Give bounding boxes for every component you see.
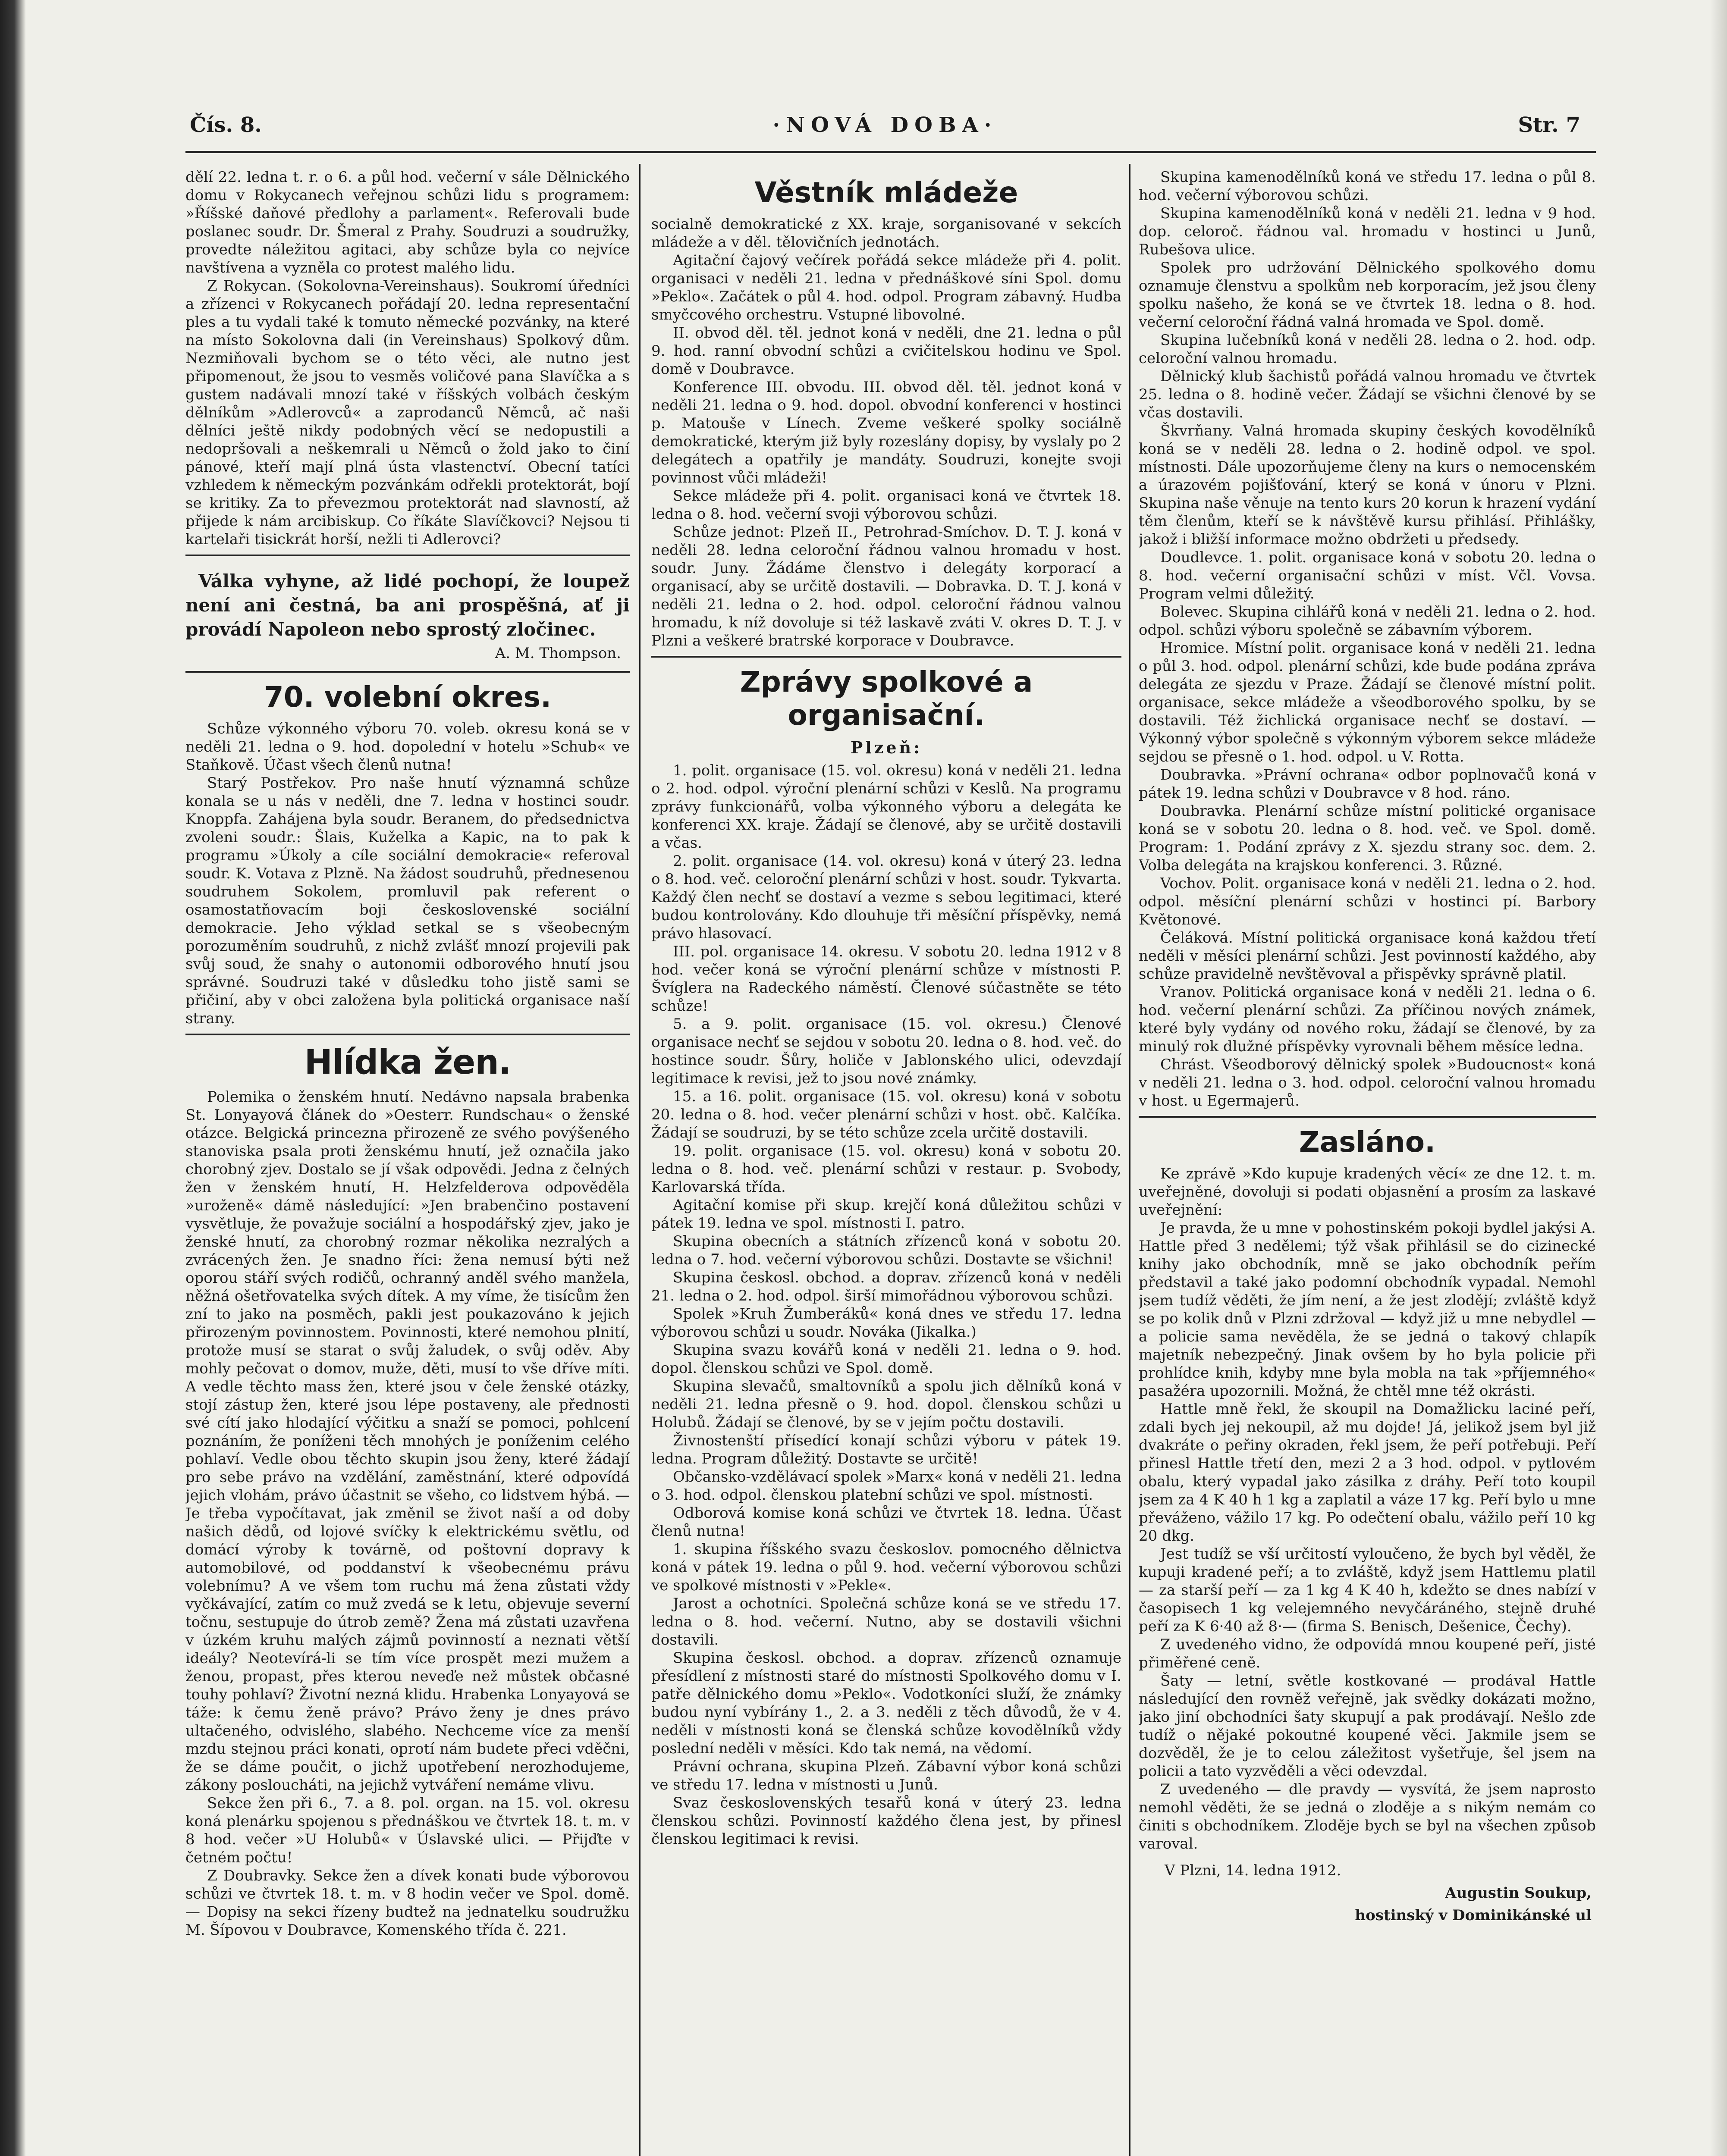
article-paragraph: 19. polit. organisace (15. vol. okresu) koná v sobotu 20. ledna o 8. hod. več. plenární schůzi v restaur. p. Svobody, Karlovarská třída.: [651, 1142, 1121, 1196]
article-paragraph: Skupina kamenodělníků koná ve středu 17. ledna o půl 8. hod. večerní výborovou schůzi.: [1139, 169, 1596, 204]
article-paragraph: Spolek »Kruh Žumberáků« koná dnes ve středu 17. ledna výborovou schůzi u soudr. Nováka (Jikalka.): [651, 1305, 1121, 1341]
article-paragraph: Svaz československých tesařů koná v úterý 23. ledna členskou schůzi. Povinností každého člena jest, by přinesl členskou legitimaci k revisi.: [651, 1794, 1121, 1848]
section-title-zaslano: Zasláno.: [1299, 1125, 1436, 1159]
article-paragraph: Skupina lučebníků koná v neděli 28. ledna o 2. hod. odp. celoroční valnou hromadu.: [1139, 332, 1596, 367]
quote-author: A. M. Thompson.: [495, 645, 621, 662]
column-3: [1139, 168, 1596, 2156]
article-paragraph: Chrást. Všeodborový dělnický spolek »Budoucnost« koná v neděli 21. ledna o 3. hod. odpol. celoroční valnou hromadu v host. u Egermajerů.: [1139, 1056, 1596, 1109]
article-paragraph: Schůze výkonného výboru 70. voleb. okresu koná se v neděli 21. ledna o 9. hod. dopolední v hotelu »Schub« ve Staňkově. Účast všech členů nutna!: [185, 720, 630, 774]
article-paragraph: Agitační komise při skup. krejčí koná důležitou schůzi v pátek 19. ledna ve spol. místnosti I. patro.: [651, 1197, 1121, 1232]
article-paragraph: Doubravka. »Právní ochrana« odbor poplnovačů koná v pátek 19. ledna schůzi v Doubravce v 8 hod. ráno.: [1139, 766, 1596, 802]
article-paragraph: III. pol. organisace 14. okresu. V sobotu 20. ledna 1912 v 8 hod. večer koná se výroční plenární schůze v místnosti P. Švíglera na Radeckého náměstí. Členové súčastněte se této schůze!: [651, 943, 1121, 1015]
column-divider-2: [1129, 164, 1130, 2156]
article-paragraph: Skupina českosl. obchod. a doprav. zřízenců oznamuje přesídlení z místnosti staré do místnosti Spolkového domu v I. patře dělnického domu »Peklo«. Vodotkoníci služí, že známky budou nyní vybírány 1., 2. a 3. neděli z těch důvodů, že v 4. neděli v místnosti koná se členská schůze kovodělníků vždy poslední neděli v měsíci. Kdo tak nemá, na vědomí.: [651, 1649, 1121, 1757]
article-paragraph: socialně demokratické z XX. kraje, sorganisované v sekcích mládeže a v děl. tělovičních jednotách.: [651, 216, 1121, 251]
article-paragraph: Z Rokycan. (Sokolovna-Vereinshaus). Soukromí úředníci a zřízenci v Rokycanech pořádají 20. ledna representační ples a tu vydali také k tomuto německé pozvánky, na které na místo Sokolovna dali (in Vereinshaus) Spolkový dům. Nezmiňovali bychom se o této věci, ale nutno jest připomenout, že jsou to vesměs voličové pana Slavíčka a s gustem nadávali mnozí také v říšských volbách českým dělníkům »Adlerovců« a zaprodanců Němců, ač naši dělníci ještě nikdy podobných věcí se nedopustili a nedopršovali a neškemrali u Němců o žold jako to činí pánové, kteří mají plná ústa vlastenctví. Obecní tatíci vzhledem k německým pozvánkám odřekli protektorát, bojí se kritiky. Za to převezmou protektorát nad slavností, až přijede k nám arcibiskup. Co říkáte Slavíčkovci? Nejsou ti kartelaři tisickrát horší, nežli ti Adlerovci?: [185, 277, 630, 548]
section-title-zpravy: Zprávy spolkové a organisační.: [740, 665, 1033, 732]
divider: [1139, 1116, 1596, 1118]
quote: Válka vyhyne, až lidé pochopí, že loupež není ani čestná, ba ani prospěšná, ať ji provádí Napoleon nebo sprostý zločinec.: [185, 570, 630, 640]
article-paragraph: II. obvod děl. těl. jednot koná v neděli, dne 21. ledna o půl 9. hod. ranní obvodní schůzi a cvičitelskou hodinu ve Spol. domě v Doubravce.: [651, 324, 1121, 378]
article-paragraph: Je pravda, že u mne v pohostinském pokoji bydlel jakýsi A. Hattle před 3 nedělemi; týž však přihlásil se do cizinecké knihy jako obchodník, mně se jako obchodník peřím představil a také jako podomní obchodník vypadal. Nemohl jsem tudíž věděti, že jím není, a že jest zlodějí; zvláště když se po kolik dnů v Plzni zdržoval — když již u mne nebydlel — a policie sama nevěděla, že se jedná o takový chlapík majetník nebezpečný. Jinak ovšem by ho byla policie při prohlídce knih, kdyby mne byla mobla na tak »příjemného« pasažéra upozornili. Možná, že chtěl mne též okrásti.: [1139, 1219, 1596, 1400]
divider: [185, 1034, 630, 1035]
article-paragraph: 2. polit. organisace (14. vol. okresu) koná v úterý 23. ledna o 8. hod. več. celoroční plenární schůzi v host. soudr. Tykvarta. Každý člen nechť se dostaví a vezme s sebou legitimaci, které budou kontrolovány. Kdo dlouhuje tři měsíční příspěvky, nemá právo hlasovací.: [651, 852, 1121, 942]
page-header: [190, 113, 1580, 147]
article-paragraph: Odborová komise koná schůzi ve čtvrtek 18. ledna. Účast členů nutna!: [651, 1504, 1121, 1540]
letter-date: V Plzni, 14. ledna 1912.: [1165, 1862, 1341, 1879]
article-paragraph: Živnostenští přísedící konají schůzi výboru v pátek 19. ledna. Program důležitý. Dostavte se určitě!: [651, 1432, 1121, 1467]
article-paragraph: 1. skupina říšského svazu českoslov. pomocného dělnictva koná v pátek 19. ledna o půl 9. hod. večerní výborovou schůzi ve spolkové místnosti v »Pekle«.: [651, 1541, 1121, 1594]
signature-name: Augustin Soukup,: [1445, 1884, 1592, 1902]
article-paragraph: Hromice. Místní polit. organisace koná v neděli 21. ledna o půl 3. hod. odpol. plenární schůzi, kde bude podána zpráva delegáta ze sjezdu v Praze. Žádají se členové místní polit. organisace, sekce mládeže a všeodborového spolku, by se dostavili. Též žichlická organisace nechť se dostaví. — Výkonný výbor společně s výkonným výborem sekce mládeže sejdou se přesně o 1. hod. odpol. u V. Rotta.: [1139, 639, 1596, 765]
article-paragraph: Polemika o ženském hnutí. Nedávno napsala brabenka St. Lonyayová článek do »Oesterr. Rundschau« o ženské otázce. Belgická princezna přirozeně ze svého povýšeného stanoviska psala proti ženskému hnutí, jež označila jako chorobný zjev. Dostalo se jí však odpovědi. Jedna z čelných žen v ženském hnutí, H. Helzfelderova odpověděla »uroženě« dámě následující: »Jen brabenčino postavení vysvětluje, že považuje sociální a hospodářský zjev, jako je ženské hnutí, za chorobný rozmar několika nezralých a zvrácených žen. Je snadno říci: žena nemusí býti než oporou stáří svých rodičů, ochranný anděl svého manžela, něžná ošetřovatelka svých dítek. A my víme, že tisícům žen zní to jako na posměch, pakli jest poukazováno k jejich přirozeným povinnostem. Povinnosti, které nemohou plnití, protože musí se starat o svůj žaludek, o svůj oděv. Aby mohly pečovat o domov, muže, děti, musí to vše dříve míti. A vedle těchto mass žen, které jsou v čele ženské otázky, stojí zástup žen, které jsou lépe postaveny, ale přednosti své cítí jako hlodající výčitku a snaží se pomoci, pohlcení poznáním, že poníženi těch mnohých je poníženim celého pohlaví. Vedle obou těchto skupin jsou ženy, které žádají pro sebe právo na vzdělání, zaměstnání, které odpovídá jejich vlohám, právo účastnit se všeho, co lidstvem hýbá. — Je třeba vypočítavat, jak změnil se život naší a od doby našich dědů, od lojové svíčky k elektrickému světlu, od domácí výroby k továrně, od poštovní dopravy k automobilové, od poddanství k všeobecnému právu volebnímu? A ve všem tom ruchu má žena zůstati vždy vyčkávající, zatím co muž zvedá se k letu, objevuje severní točnu, sestupuje do útrob země? Žena má zůstati uzavřena v úzkém kruhu malých zájmů povinností a neznati větší ideály? Neotevírá-li se tím více prospět mezi mužem a ženou, propast, přes kterou neveďe než můstek občasné touhy pohlaví? Životní nezná klidu. Hrabenka Lonyayová se táže: k čemu ženě právo? Právo ženy je dnes právo ultačeného, odvislého, slabého. Nechceme více za menší mzdu stejnou práci konati, oprotí nám budete přeci vděčni, že se dáme poučit, o jichž upotřebení nerozhodujeme, zákony posloucháti, na jejichž vytváření nemáme vlivu.: [185, 1088, 630, 1794]
article-paragraph: Jest tudíž se vší určitostí vyloučeno, že bych byl věděl, že kupuji kradené peří; a to zvláště, když jsem Hattlemu platil — za starší peří — za 1 kg 4 K 40 h, kdežto se dnes nabízí v časopisech 1 kg velejemného nevyčáráného, stejně druhé peří za K 6·40 až 8·— (firma S. Benisch, Dešenice, Čechy).: [1139, 1545, 1596, 1635]
scan-edge-left: [0, 0, 26, 2156]
article-paragraph: Z uvedeného — dle pravdy — vysvítá, že jsem naprosto nemohl věděti, že se jedná o zloděje a s nikým nemám co činiti s obchodníkem. Zloděje bych se byl na všechen způsob varoval.: [1139, 1781, 1596, 1852]
article-paragraph: Škvrňany. Valná hromada skupiny českých kovodělníků koná se v neděli 28. ledna o 2. hodině odpol. ve spol. místnosti. Dále upozorňujeme členy na kurs o nemocenském a úrazovém pojišťování, který se koná v únoru v Plzni. Skupina naše věnuje na tento kurs 20 korun k hrazení vydání těm členům, kteří se k návštěvě kursu přihlásí. Přihlášky, jakož i bližší informace možno obdržeti u předsedy.: [1139, 422, 1596, 548]
signature-role: hostinský v Dominikánské ul: [1355, 1907, 1592, 1924]
article-paragraph: Skupina kamenodělníků koná v neděli 21. ledna v 9 hod. dop. celoroč. řádnou val. hromadu v hostinci u Junů, Rubešova ulice.: [1139, 205, 1596, 258]
article-paragraph: Z uvedeného vidno, že odpovídá mnou koupené peří, jisté přiměřené ceně.: [1139, 1636, 1596, 1671]
divider: [651, 656, 1121, 658]
article-paragraph: Z Doubravky. Sekce žen a dívek konati bude výborovou schůzi ve čtvrtek 18. t. m. v 8 hodin večer ve Spol. domě. — Dopisy na sekci řízeny budtež na jednatelku soudružku M. Šípovou v Doubravce, Komenského třída č. 221.: [185, 1867, 630, 1939]
article-paragraph: Agitační čajový večírek pořádá sekce mládeže při 4. polit. organisaci v neděli 21. ledna v přednáškové síni Spol. domu »Peklo«. Začátek o půl 4. hod. odpol. Program zábavný. Hudba smyčcového orchestru. Vstupné libovolné.: [651, 252, 1121, 323]
article-paragraph: Sekce mládeže při 4. polit. organisaci koná ve čtvrtek 18. ledna o 8. hod. večerní svoji výborovou schůzi.: [651, 487, 1121, 523]
article-paragraph: 1. polit. organisace (15. vol. okresu) koná v neděli 21. ledna o 2. hod. odpol. výroční plenární schůzi v Keslů. Na programu zprávy funkcionářů, volba výkonného výboru a delegáta ke konferenci XX. kraje. Žádají se členové, aby se určitě dostavili a včas.: [651, 762, 1121, 852]
article-paragraph: Občansko-vzdělávací spolek »Marx« koná v neděli 21. ledna o 3. hod. odpol. členskou platební schůzi ve spol. místnosti.: [651, 1468, 1121, 1504]
section-title-mladeze: Věstník mládeže: [754, 176, 1018, 209]
article-paragraph: dělí 22. ledna t. r. o 6. a půl hod. večerní v sále Dělnického domu v Rokycanech veřejnou schůzi lidu s programem: »Říšské daňové předlohy a parlament«. Referovali bude poslanec soudr. Dr. Šmeral z Prahy. Soudruzi a soudružky, provedte náležitou agitaci, aby schůze byla co nejvíce navštívena a vyzněla co protest malého lidu.: [185, 169, 630, 276]
page-number: Str. 7: [1518, 113, 1580, 137]
scan-edge-right: [1710, 0, 1727, 2156]
column-1: [185, 168, 630, 2156]
article-paragraph: Konference III. obvodu. III. obvod děl. těl. jednot koná v neděli 21. ledna o 9. hod. dopol. obvodní konferenci v hostinci p. Matouše v Línech. Zveme veškeré spolky sociálně demokratické, kterým již byly rozeslány dopisy, by vyslaly po 2 delegátech a opatřily je mandáty. Soudruzi, konejte svoji povinnost vůči mládeži!: [651, 379, 1121, 486]
article-paragraph: Hattle mně řekl, že skoupil na Domažlicku laciné peří, zdali bych jej nekoupil, až mu dojde! Já, jelikož jsem byl již dvakráte o peřiny okraden, řekl jsem, že peří potřebuji. Peří přinesl Hattle třetí den, mezi 2 a 3 hod. odpol. v pytlovém obalu, který vypadal jako zásilka z dráhy. Peří toto koupil jsem za 4 K 40 h 1 kg a zaplatil a váze 17 kg. Peří bylo u mne převáženo, vážilo 17 kg. Po odečtení obalu, vážilo peří 10 kg 20 dkg.: [1139, 1401, 1596, 1545]
issue-number: Čís. 8.: [190, 113, 262, 137]
section-title-zen: Hlídka žen.: [304, 1043, 511, 1082]
article-paragraph: Dělnický klub šachistů pořádá valnou hromadu ve čtvrtek 25. ledna o 8. hodině večer. Žádají se všichni členové by se včas dostavili.: [1139, 368, 1596, 421]
article-paragraph: Čeláková. Místní politická organisace koná každou třetí neděli v měsíci plenární schůzi. Jest povinností každého, aby schůze pravidelně nevštěvoval a přispěvky správně platil.: [1139, 929, 1596, 983]
article-paragraph: Skupina českosl. obchod. a doprav. zřízenců koná v neděli 21. ledna o 2. hod. odpol. širší mimořádnou výborovou schůzi.: [651, 1269, 1121, 1304]
article-paragraph: Starý Postřekov. Pro naše hnutí významná schůze konala se u nás v neděli, dne 7. ledna v hostinci soudr. Knoppfa. Zahájena byla soudr. Beranem, do předsednictva zvoleni soudr.: Šlais, Kuželka a Kapic, na to pak k programu »Úkoly a cíle sociální demokracie« referoval soudr. K. Votava z Plzně. Na žádost soudruhů, přednesenou soudruhem Sokolem, promluvil pak referent o osamostatňovacím boji československé sociální demokracie. Jeho výklad setkal se s všeobecným porozuměním soudruhů, z nichž zvlášť mnozí projevili pak svůj soud, že snahy o autonomii odborového hnutí jsou správné. Soudruzi také v důsledku toho jistě sami se přičiní, aby v obci založena byla politická organisace naší strany.: [185, 774, 630, 1027]
masthead: ·NOVÁ DOBA·: [772, 113, 998, 137]
article-paragraph: Vranov. Politická organisace koná v neděli 21. ledna o 6. hod. večerní plenární schůzi. Za příčinou nových známek, které byly vydány od nového roku, žádají se členové, by za minulý rok dlužné příspěvky vyrovnali během měsíce ledna.: [1139, 984, 1596, 1055]
section-title-volby: 70. volební okres.: [264, 680, 552, 714]
article-paragraph: Schůze jednot: Plzeň II., Petrohrad-Smíchov. D. T. J. koná v neděli 28. ledna celoroční řádnou valnou hromadu v host. soudr. Juny. Žádáme členstvo i delegáty korporací a organisací, aby se určitě dostavili. — Dobravka. D. T. J. koná v neděli 21. ledna o 2. hod. odpol. celoroční řádnou valnou hromadu, k níž dovoluje si též laskavě zváti V. okres D. T. J. v Plzni a veškeré bratrské korporace v Doubravce.: [651, 523, 1121, 649]
column-divider-1: [639, 164, 641, 2156]
article-paragraph: Spolek pro udržování Dělnického spolkového domu oznamuje členstvu a spolkům neb korporacím, jež jsou členy spolku našeho, že koná se ve čtvrtek 18. ledna o 8. hod. večerní celoroční řádná valná hromada ve Spol. domě.: [1139, 259, 1596, 331]
article-paragraph: 5. a 9. polit. organisace (15. vol. okresu.) Členové organisace nechť se sejdou v sobotu 20. ledna o 8. hod. več. do hostince soudr. Šůry, holiče v Jablonského ulici, odevzdají legitimace k revisi, jež to jsou nové známky.: [651, 1015, 1121, 1087]
column-2: [651, 168, 1121, 2156]
article-paragraph: Jarost a ochotníci. Společná schůze koná se ve středu 17. ledna o 8. hod. večerní. Nutno, aby se dostavili všichni dostavili.: [651, 1595, 1121, 1648]
article-paragraph: Šaty — letní, světle kostkované — prodával Hattle následující den rovněž veřejně, jak svědky dokázati možno, jako jiní obchodníci šaty skupují a pak prodávají. Nešlo zde tudíž o nějaké pokoutné koupené věci. Jakmile jsem se dozvěděl, že je to celou záležitost vyšetřuje, šel jsem na policii a tato vyzvěděli a věci odevzdal.: [1139, 1672, 1596, 1780]
section-subtitle: Plzeň:: [850, 738, 923, 757]
article-paragraph: Skupina slevačů, smaltovníků a spolu jich dělníků koná v neděli 21. ledna přesně o 9. hod. dopol. členskou schůzi u Holubů. Žádají se členové, by se v jejím počtu dostavili.: [651, 1378, 1121, 1431]
divider: [185, 671, 630, 673]
article-paragraph: Skupina svazu kovářů koná v neděli 21. ledna o 9. hod. dopol. členskou schůzi ve Spol. domě.: [651, 1341, 1121, 1377]
article-paragraph: Ke zprávě »Kdo kupuje kradených věcí« ze dne 12. t. m. uveřejněné, dovoluji si podati objasnění a prosím za laskavé uveřejnění:: [1139, 1165, 1596, 1219]
article-paragraph: Skupina obecních a státních zřízenců koná v sobotu 20. ledna o 7. hod. večerní výborovou schůzi. Dostavte se všichni!: [651, 1233, 1121, 1268]
header-rule: [185, 151, 1596, 153]
article-paragraph: Vochov. Polit. organisace koná v neděli 21. ledna o 2. hod. odpol. měsíční plenární schůzi v hostinci pí. Barbory Květonové.: [1139, 875, 1596, 928]
article-paragraph: Sekce žen při 6., 7. a 8. pol. organ. na 15. vol. okresu koná plenárku spojenou s přednáškou ve čtvrtek 18. t. m. v 8 hod. večer »U Holubů« v Úslavské ulici. — Přijďte v četném počtu!: [185, 1795, 630, 1866]
divider: [185, 555, 630, 556]
article-paragraph: Doudlevce. 1. polit. organisace koná v sobotu 20. ledna o 8. hod. večerní organisační schůzi v míst. Včl. Vovsa. Program velmi důležitý.: [1139, 549, 1596, 602]
article-paragraph: Doubravka. Plenární schůze místní politické organisace koná se v sobotu 20. ledna o 8. hod. več. ve Spol. domě. Program: 1. Podání zprávy z X. sjezdu strany soc. dem. 2. Volba delegáta na krajskou konferenci. 3. Různé.: [1139, 802, 1596, 874]
article-paragraph: Bolevec. Skupina cihlářů koná v neděli 21. ledna o 2. hod. odpol. schůzi výboru společně se zábavním výborem.: [1139, 603, 1596, 639]
article-paragraph: Právní ochrana, skupina Plzeň. Zábavní výbor koná schůzi ve středu 17. ledna v místnosti u Junů.: [651, 1758, 1121, 1793]
article-paragraph: 15. a 16. polit. organisace (15. vol. okresu) koná v sobotu 20. ledna o 8. hod. večer plenární schůzi v host. obč. Kalčíka. Žádají se soudruzi, by se této schůze zcela určitě dostavili.: [651, 1088, 1121, 1141]
